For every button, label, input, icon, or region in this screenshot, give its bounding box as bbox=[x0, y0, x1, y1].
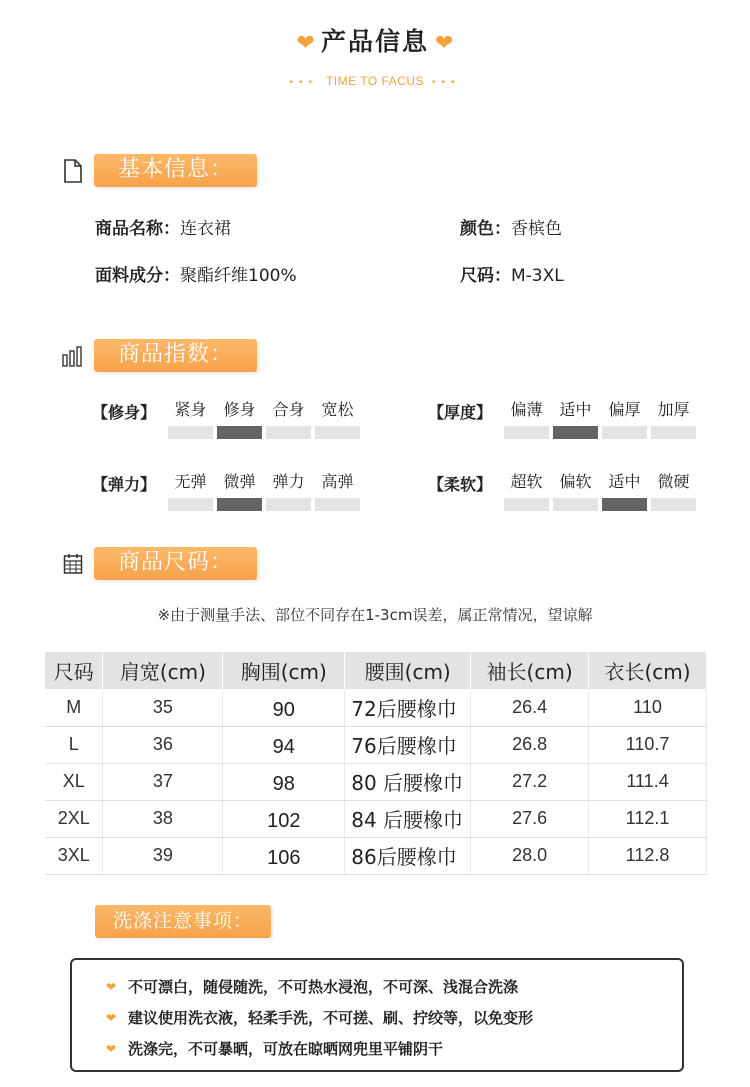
calendar-grid-icon bbox=[62, 552, 84, 576]
heart-icon: ❤ bbox=[106, 1011, 117, 1025]
document-icon bbox=[62, 159, 84, 183]
product-index-tag: 商品指数： bbox=[94, 339, 257, 372]
care-box bbox=[70, 958, 684, 1072]
page-title-row bbox=[0, 22, 750, 58]
info-item-color: 颜色：香槟色 bbox=[460, 219, 562, 239]
index-option: 超软 bbox=[502, 470, 551, 511]
column-header: 肩宽(cm) bbox=[103, 652, 223, 689]
size-tag: 商品尺码： bbox=[94, 547, 257, 580]
index-option: 弹力 bbox=[264, 470, 313, 511]
column-header: 袖长(cm) bbox=[471, 652, 589, 689]
column-header: 尺码 bbox=[45, 652, 103, 689]
index-label: 【厚度】 bbox=[428, 403, 493, 422]
size-heading bbox=[62, 547, 257, 580]
info-item-fabric: 面料成分：聚酯纤维100% bbox=[95, 266, 297, 286]
index-group-elasticity bbox=[92, 470, 362, 511]
table-row: 3XL 39 106 86后腰橡巾 28.0 112.8 bbox=[45, 837, 707, 874]
basic-info-heading bbox=[62, 154, 257, 187]
table-header-row bbox=[45, 652, 707, 689]
column-header: 衣长(cm) bbox=[589, 652, 707, 689]
index-label: 【修身】 bbox=[92, 403, 157, 422]
index-option: 修身 bbox=[215, 398, 264, 439]
product-index-heading bbox=[62, 339, 257, 372]
basic-info-tag: 基本信息： bbox=[94, 154, 257, 187]
dots-decoration: ••• bbox=[432, 77, 461, 88]
page-title: 产品信息 bbox=[320, 27, 429, 56]
bar-chart-icon bbox=[62, 344, 84, 368]
index-option: 适中 bbox=[551, 398, 600, 439]
index-option: 偏软 bbox=[551, 470, 600, 511]
page-header bbox=[0, 22, 750, 88]
index-label: 【弹力】 bbox=[92, 475, 157, 494]
heart-icon: ❤ bbox=[106, 1042, 117, 1056]
index-option: 微弹 bbox=[215, 470, 264, 511]
heart-icon: ❤ bbox=[435, 31, 454, 56]
index-option: 高弹 bbox=[313, 470, 362, 511]
dots-decoration: ••• bbox=[289, 77, 318, 88]
index-group-thickness bbox=[428, 398, 698, 439]
care-tag: 洗涤注意事项： bbox=[95, 905, 271, 938]
index-group-softness bbox=[428, 470, 698, 511]
size-table bbox=[45, 652, 707, 875]
page-subtitle: TIME TO FACUS bbox=[325, 74, 425, 88]
list-item: ❤ 不可漂白，随侵随洗，不可热水浸泡，不可深、浅混合洗涤 bbox=[128, 972, 682, 1003]
column-header: 胸围(cm) bbox=[223, 652, 345, 689]
heart-icon: ❤ bbox=[106, 980, 117, 994]
index-option: 紧身 bbox=[166, 398, 215, 439]
index-group-fit bbox=[92, 398, 362, 439]
heart-icon: ❤ bbox=[296, 31, 315, 56]
table-row: 2XL 38 102 84 后腰橡巾 27.6 112.1 bbox=[45, 800, 707, 837]
column-header: 腰围(cm) bbox=[345, 652, 471, 689]
table-row: XL 37 98 80 后腰橡巾 27.2 111.4 bbox=[45, 763, 707, 800]
list-item: ❤ 洗涤完，不可暴晒，可放在晾晒网兜里平铺阴干 bbox=[128, 1034, 682, 1065]
index-option: 合身 bbox=[264, 398, 313, 439]
index-option: 微硬 bbox=[649, 470, 698, 511]
index-label: 【柔软】 bbox=[428, 475, 493, 494]
page-subtitle-row bbox=[0, 74, 750, 88]
table-row: L 36 94 76后腰橡巾 26.8 110.7 bbox=[45, 726, 707, 763]
index-option: 无弹 bbox=[166, 470, 215, 511]
info-item-name: 商品名称：连衣裙 bbox=[95, 219, 231, 239]
list-item: ❤ 建议使用洗衣液，轻柔手洗，不可搓、刷、拧绞等，以免变形 bbox=[128, 1003, 682, 1034]
table-row: M 35 90 72后腰橡巾 26.4 110 bbox=[45, 689, 707, 726]
care-heading bbox=[95, 905, 271, 938]
size-note: ※由于测量手法、部位不同存在1-3cm误差，属正常情况，望谅解 bbox=[157, 606, 593, 624]
index-option: 偏薄 bbox=[502, 398, 551, 439]
info-item-size: 尺码：M-3XL bbox=[460, 266, 564, 286]
index-option: 适中 bbox=[600, 470, 649, 511]
index-option: 偏厚 bbox=[600, 398, 649, 439]
index-option: 宽松 bbox=[313, 398, 362, 439]
index-option: 加厚 bbox=[649, 398, 698, 439]
